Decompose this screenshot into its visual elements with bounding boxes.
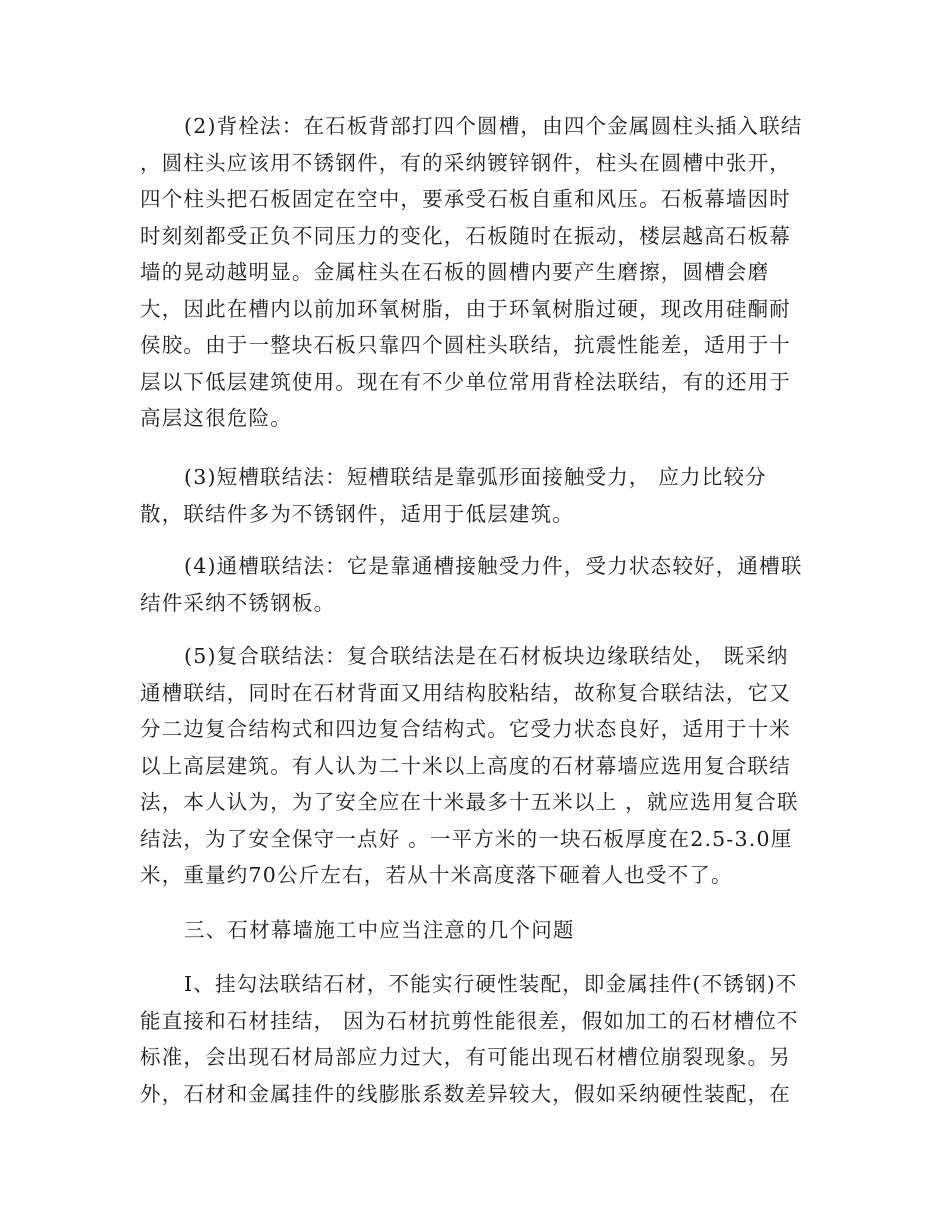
- text-line: 散，联结件多为不锈钢件，适用于低层建筑。: [140, 501, 574, 526]
- text-line: 大，因此在槽内以前加环氧树脂，由于环氧树脂过硬，现改用硅酮耐: [140, 296, 791, 321]
- text-line: 法，本人认为，为了安全应在十米最多十五米以上 ，就应选用复合联: [140, 790, 799, 814]
- text-line: 侯胶。由于一整块石板只靠四个圆柱头联结，抗震性能差，适用于十: [140, 333, 791, 357]
- text-line: 结件采纳不锈钢板。: [140, 590, 336, 615]
- text-line: I、挂勾法联结石材，不能实行硬性装配，即金属挂件(不锈钢)不: [184, 972, 798, 996]
- paragraph-hook-method-notes: [140, 966, 810, 1112]
- section-heading-text: 三、石材幕墙施工中应当注意的几个问题: [184, 918, 575, 942]
- text-line: 高层这很危险。: [140, 406, 292, 430]
- text-line: 层以下低层建筑使用。现在有不少单位常用背栓法联结，有的还用于: [140, 369, 791, 394]
- text-line: (3)短槽联结法：短槽联结是靠弧形面接触受力， 应力比较分: [184, 465, 767, 489]
- text-line: (2)背栓法：在石板背部打四个圆槽，由四个金属圆柱头插入联结: [184, 114, 803, 138]
- text-line: 外，石材和金属挂件的线膨胀系数差异较大，假如采纳硬性装配，在: [140, 1081, 791, 1106]
- text-line: ，圆柱头应该用不锈钢件，有的采纳镀锌钢件，柱头在圆槽中张开，: [140, 150, 791, 175]
- text-line: 米，重量约70公斤左右，若从十米高度落下砸着人也受不了。: [140, 863, 733, 887]
- text-line: (5)复合联结法：复合联结法是在石材板块边缘联结处， 既采纳: [184, 644, 789, 668]
- text-line: (4)通槽联结法：它是靠通槽接触受力件，受力状态较好，通槽联: [184, 554, 803, 578]
- paragraph-short-slot-method: [140, 459, 810, 532]
- paragraph-composite-method: [140, 638, 810, 894]
- text-line: 分二边复合结构式和四边复合结构式。它受力状态良好，适用于十米: [140, 717, 791, 741]
- text-line: 结法，为了安全保守一点好 。一平方米的一块石板厚度在2.5-3.0厘: [140, 826, 793, 851]
- text-line: 能直接和石材挂结， 因为石材抗剪性能很差，假如加工的石材槽位不: [140, 1008, 799, 1033]
- text-line: 标准，会出现石材局部应力过大，有可能出现石材槽位崩裂现象。另: [140, 1045, 791, 1069]
- text-line: 四个柱头把石板固定在空中，要承受石板自重和风压。石板幕墙因时: [140, 187, 791, 211]
- text-line: 时刻刻都受正负不同压力的变化，石板随时在振动，楼层越高石板幕: [140, 223, 791, 248]
- text-line: 墙的晃动越明显。金属柱头在石板的圆槽内要产生磨擦，圆槽会磨: [140, 260, 770, 284]
- text-line: 通槽联结，同时在石材背面又用结构胶粘结，故称复合联结法，它又: [140, 680, 791, 705]
- text-line: 以上高层建筑。有人认为二十米以上高度的石材幕墙应选用复合联结: [140, 753, 791, 778]
- paragraph-through-slot-method: [140, 548, 810, 621]
- section-heading: [140, 912, 810, 949]
- paragraph-back-bolt-method: [140, 108, 810, 437]
